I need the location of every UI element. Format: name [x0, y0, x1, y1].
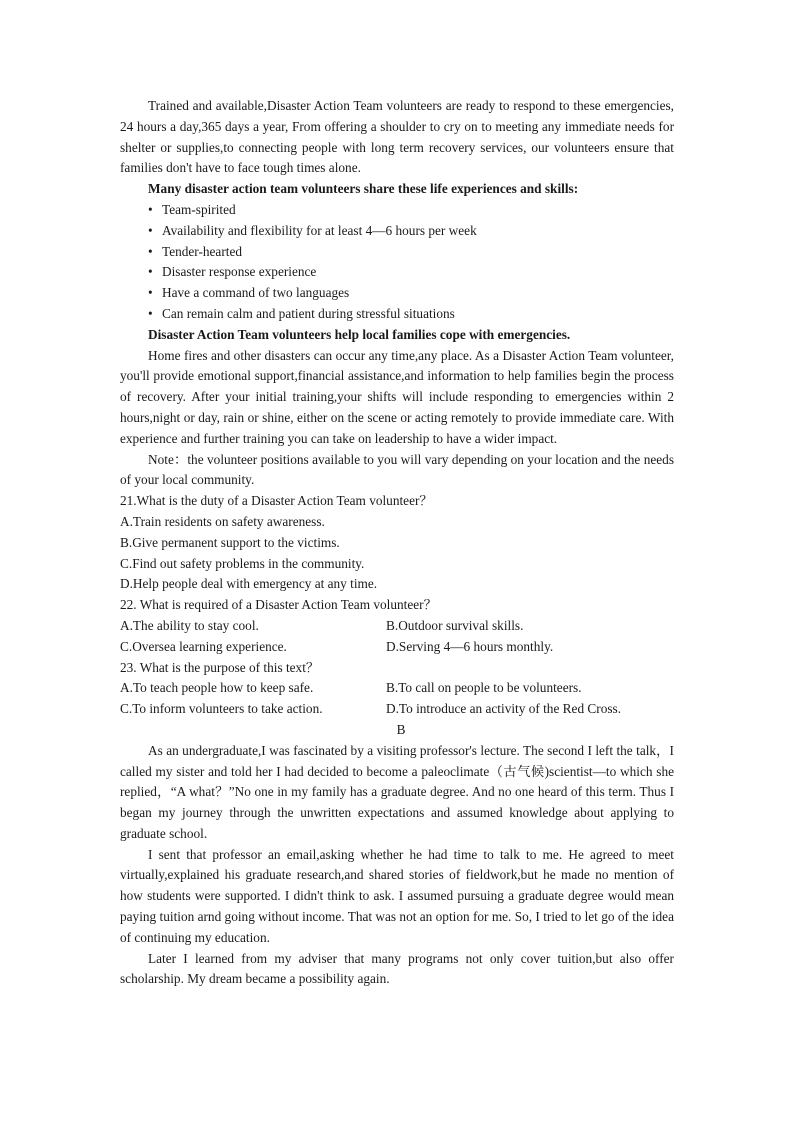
section-b-heading: B: [396, 721, 406, 737]
passage-b-paragraph-1: As an undergraduate,I was fascinated by a visiting professor's lecture. The second I left the talk，I called my sister and told her I had decided to become a paleoclimate（古气候)scientist—to which she replied，“A what？”No one in my family has a graduate degree. And no one heard of this term. Thus I began my journey through the unwritten expectations and assumed knowledge about applying to graduate school.: [120, 742, 674, 841]
question-22-stem: 22. What is required of a Disaster Action Team volunteer？: [120, 597, 437, 613]
question-21-stem: 21.What is the duty of a Disaster Action Team volunteer？: [120, 493, 433, 509]
list-item: • Have a command of two languages: [120, 283, 674, 304]
question-22-options-row-1: [120, 616, 674, 637]
question-22-option-c: C.Oversea learning experience.: [120, 638, 287, 654]
question-23-stem: 23. What is the purpose of this text？: [120, 659, 320, 675]
question-23-options-row-1: [120, 678, 674, 699]
list-item: • Can remain calm and patient during stressful situations: [120, 304, 674, 325]
bullet-icon: •: [148, 264, 153, 280]
question-22-options-row-2: [120, 637, 674, 658]
question-23-option-a: A.To teach people how to keep safe.: [120, 680, 314, 696]
question-23-options-row-2: [120, 699, 674, 720]
list-item: • Team-spirited: [120, 200, 674, 221]
question-21-option-c: C.Find out safety problems in the community.: [120, 555, 365, 571]
question-22-option-a: A.The ability to stay cool.: [120, 617, 259, 633]
bullet-icon: •: [148, 285, 153, 301]
question-22-option-d: D.Serving 4—6 hours monthly.: [386, 638, 554, 654]
question-22-option-b: B.Outdoor survival skills.: [386, 617, 524, 633]
skills-list: [120, 200, 674, 325]
bullet-icon: •: [148, 222, 153, 238]
bullet-icon: •: [148, 305, 153, 321]
question-21-option-a: A.Train residents on safety awareness.: [120, 513, 325, 529]
skills-heading: Many disaster action team volunteers share these life experiences and skills:: [148, 181, 579, 197]
question-23-option-d: D.To introduce an activity of the Red Cross.: [386, 701, 622, 717]
passage-b-paragraph-3: Later I learned from my adviser that many programs not only cover tuition,but also offer scholarship. My dream became a possibility again.: [120, 950, 674, 987]
question-23-option-b: B.To call on people to be volunteers.: [386, 680, 582, 696]
passage-b-paragraph-2: I sent that professor an email,asking whether he had time to talk to me. He agreed to meet virtually,explained his graduate research,and shared stories of fieldwork,but he made no mention of how students were supported. I didn't think to ask. I assumed pursuing a graduate degree would mean paying tuition arnd going without income. That was not an option for me. So, I tried to let go of the idea of continuing my education.: [120, 846, 674, 945]
question-23-option-c: C.To inform volunteers to take action.: [120, 701, 323, 717]
list-item: • Tender-hearted: [120, 242, 674, 263]
bullet-icon: •: [148, 201, 153, 217]
help-body: Home fires and other disasters can occur any time,any place. As a Disaster Action Team volunteer, you'll provide emotional support,financial assistance,and information to help families begin the process of recovery. After your initial training,your shifts will include responding to emergencies within 2 hours,night or day, rain or shine, either on the scene or acting remotely to provide immediate care. With experience and further training you can take on leadership to have a wider impact.: [120, 347, 674, 446]
bullet-icon: •: [148, 243, 153, 259]
passage-a-intro: Trained and available,Disaster Action Team volunteers are ready to respond to these emergencies, 24 hours a day,365 days a year, From offering a shoulder to cry on to meeting any immediate needs for shelter or supplies,to connecting people with long term recovery services, our volunteers ensure that families don't have to face tough times alone.: [120, 98, 674, 176]
question-21-option-d: D.Help people deal with emergency at any time.: [120, 576, 378, 592]
help-heading: Disaster Action Team volunteers help local families cope with emergencies.: [148, 326, 571, 342]
note: Note：the volunteer positions available to you will vary depending on your location and the needs of your local community.: [120, 451, 674, 488]
question-21-option-b: B.Give permanent support to the victims.: [120, 534, 340, 550]
document-page: [120, 96, 674, 990]
list-item: • Disaster response experience: [120, 262, 674, 283]
list-item: • Availability and flexibility for at least 4—6 hours per week: [120, 221, 674, 242]
